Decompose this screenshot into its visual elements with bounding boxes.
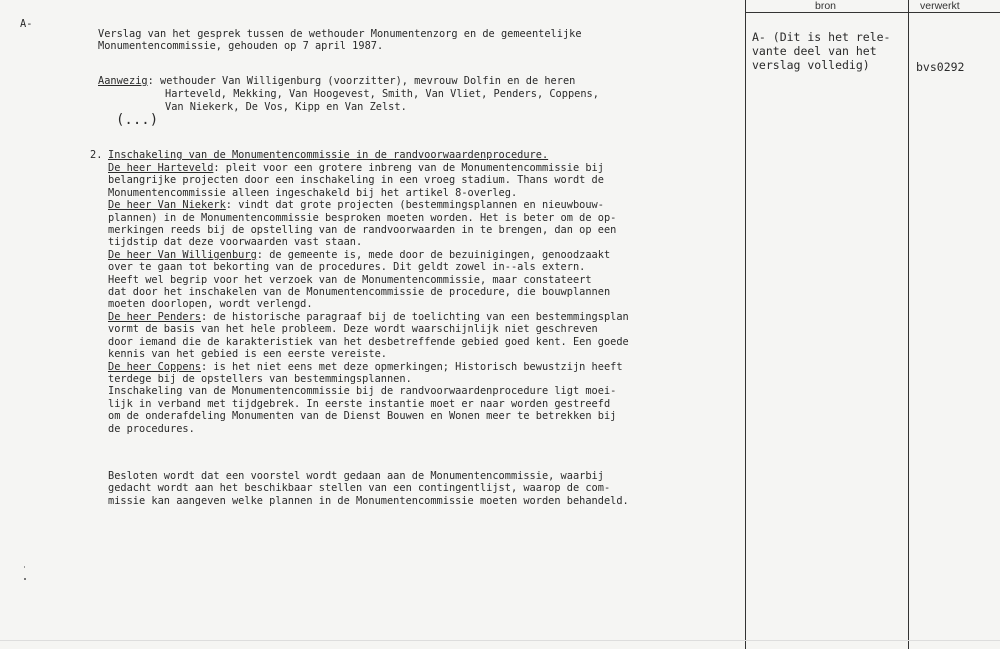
margin-dot <box>24 566 25 568</box>
body-text: : pleit voor een grotere inbreng van de Monumentencommissie bij <box>213 162 604 174</box>
speaker-name: De heer Harteveld <box>108 162 214 174</box>
body-text: vormt de basis van het hele probleem. Deze wordt waarschijnlijk niet geschreven <box>108 323 598 336</box>
body-text: moeten doorlopen, wordt verlengd. <box>108 298 313 311</box>
body-line <box>108 261 629 273</box>
body-text: om de onderafdeling Monumenten van de Dienst Bouwen en Wonen meer te betrekken bij <box>108 410 617 423</box>
bron-column-header: bron <box>815 0 837 12</box>
speaker-name: De heer Van Willigenburg <box>108 248 257 261</box>
discussion-body <box>108 162 629 435</box>
body-text: belangrijke projecten door een inschakeling in een vroeg stadium. Thans wordt de <box>108 174 604 187</box>
margin-dot <box>24 578 26 580</box>
body-text: merkingen reeds bij de opstelling van de randvoorwaarden in te brengen, dan op een <box>108 224 617 237</box>
body-line <box>108 174 629 186</box>
attendance-label: Aanwezig <box>98 75 148 87</box>
body-text: terdege bij de opstellers van bestemmingsplannen. <box>108 372 412 385</box>
body-line <box>108 236 629 248</box>
margin-mark: A- <box>20 18 33 30</box>
body-line <box>108 187 629 199</box>
body-line <box>108 385 629 397</box>
body-line <box>108 373 629 385</box>
body-line <box>108 361 629 373</box>
attendance-line: Harteveld, Mekking, Van Hoogevest, Smith, Van Vliet, Penders, Coppens, <box>165 88 599 100</box>
body-text: dat door het inschakelen van de Monumentencommissie de procedure, die bouwplannen <box>108 286 611 299</box>
attendance-line <box>98 75 575 87</box>
conclusion-line: gedacht wordt aan het beschikbaar stellen van een contingentlijst, waarop de com- <box>108 482 611 495</box>
body-text: door iemand die de karakteristiek van het desbetreffende gebied goed kent. Een goede <box>108 335 629 348</box>
body-text: Heeft wel begrip voor het verzoek van de Monumentencommissie, maar constateert <box>108 273 592 286</box>
body-line <box>108 336 629 348</box>
body-text: : vindt dat grote projecten (bestemmingsplannen en nieuwbouw- <box>225 199 604 212</box>
bron-column-right-rule <box>908 0 909 649</box>
body-text: : de gemeente is, mede door de bezuinigingen, genoodzaakt <box>256 248 611 261</box>
attendance-line: Van Niekerk, De Vos, Kipp en Van Zelst. <box>165 101 407 113</box>
verwerkt-column-header: verwerkt <box>920 0 960 12</box>
report-title-line: Monumentencommissie, gehouden op 7 april 1987. <box>98 40 384 52</box>
verwerkt-code: bvs0292 <box>916 60 965 74</box>
bron-note-line: A- (Dit is het rele- <box>752 30 891 44</box>
body-line <box>108 199 629 211</box>
body-line <box>108 249 629 261</box>
bron-note-line: vante deel van het <box>752 44 877 58</box>
omission-ellipsis: (...) <box>116 112 159 128</box>
body-text: tijdstip dat deze voorwaarden vast staan. <box>108 236 363 249</box>
bron-note-line: verslag volledig) <box>752 58 870 72</box>
speaker-name: De heer Coppens <box>108 360 201 373</box>
speaker-name: De heer Van Niekerk <box>108 199 226 212</box>
body-line <box>108 298 629 310</box>
body-line <box>108 224 629 236</box>
body-line <box>108 274 629 286</box>
body-line <box>108 212 629 224</box>
body-text: over te gaan tot bekorting van de procedures. Dit geldt zowel in--als extern. <box>108 261 586 274</box>
bron-column-left-rule <box>745 0 746 649</box>
section-heading: Inschakeling van de Monumentencommissie in de randvoorwaardenprocedure. <box>108 149 549 161</box>
body-text: plannen) in de Monumentencommissie besproken moeten worden. Het is beter om de op- <box>108 211 617 224</box>
body-text: Monumentencommissie alleen ingeschakeld bij het artikel 8-overleg. <box>108 186 518 199</box>
body-line <box>108 410 629 422</box>
body-line <box>108 423 629 435</box>
body-text: kennis van het gebied is een eerste vereiste. <box>108 348 387 361</box>
body-text: Inschakeling van de Monumentencommissie bij de randvoorwaardenprocedure ligt moei- <box>108 385 617 398</box>
attendance-text: : wethouder Van Willigenburg (voorzitter), mevrouw Dolfin en de heren <box>147 75 576 87</box>
conclusion-line: Besloten wordt dat een voorstel wordt gedaan aan de Monumentencommissie, waarbij <box>108 470 604 482</box>
section-number: 2. <box>90 149 103 161</box>
conclusion-line: missie kan aangeven welke plannen in de Monumentencommissie moeten worden behandeld. <box>108 494 629 507</box>
body-text: lijk in verband met tijdgebrek. In eerste instantie moet er naar worden gestreefd <box>108 397 611 410</box>
body-line <box>108 398 629 410</box>
body-line <box>108 323 629 335</box>
page-bottom-edge <box>0 640 1000 641</box>
column-header-rule <box>745 12 1000 13</box>
body-line <box>108 311 629 323</box>
speaker-name: De heer Penders <box>108 310 201 323</box>
body-text: : is het niet eens met deze opmerkingen; Historisch bewustzijn heeft <box>201 360 623 373</box>
conclusion-body <box>108 470 629 507</box>
body-line <box>108 348 629 360</box>
body-text: : de historische paragraaf bij de toelichting van een bestemmingsplan <box>201 310 629 323</box>
body-line <box>108 286 629 298</box>
body-text: de procedures. <box>108 422 195 435</box>
report-title-line: Verslag van het gesprek tussen de wethouder Monumentenzorg en de gemeentelijke <box>98 28 582 40</box>
body-line <box>108 162 629 174</box>
